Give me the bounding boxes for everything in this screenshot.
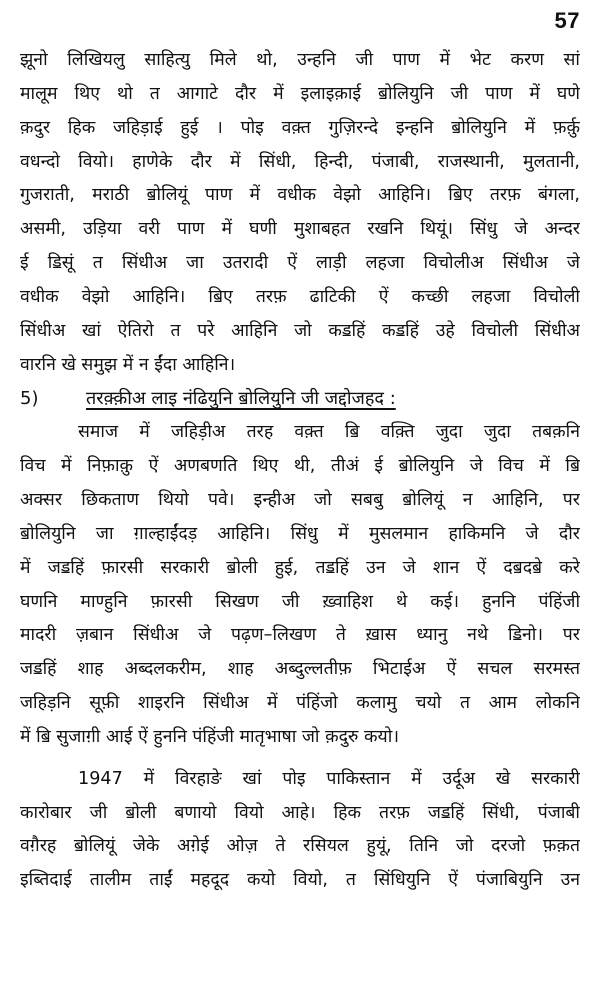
text-line: वधन्दो वियो। हाणेके दौर में सिंधी, हिन्दी, पंजाबी, राजस्थानी, मुलतानी, [20, 151, 580, 172]
text-line: सिंधीअ खां ऐतिरो त परे आहिनि जो कॾहिं कॾहिं उहे विचोली सिंधीअ [20, 320, 580, 341]
text-line: में ॿि सुजाग़ी आई ऐं हुननि पंहिंजी मातृभाषा जो क़दुरु कयो। [20, 726, 399, 747]
text-line: झूनो लिखियलु साहित्यु मिले थो, उन्हनि जी पाण में भेट करण सां [20, 50, 580, 70]
text-line: ई ॾिसूं त सिंधीअ जा उतरादी ऐं लाड़ी लहजा विचोलीअ सिंधीअ जे [20, 253, 580, 274]
text-line: वारनि खे समुझ में न ईंदा आहिनि। [20, 354, 236, 375]
section-heading [20, 382, 580, 416]
text-line: जहिड़नि सूफ़ी शाइरनि सिंधीअ में पंहिंजो कलामु चयो त आम लोकनि [20, 693, 580, 714]
text-line: अक्सर छिकताण थियो पवे। इन्हीअ जो सबबु ॿोलियूं न आहिनि, पर [20, 489, 580, 510]
text-line: विच में निफ़ाक़ु ऐं अणबणति थिए थी, तीअं ई ॿोलियुनि जे विच में ॿि [20, 456, 580, 477]
text-line: गुजराती, मराठी ॿोलियूं पाण में वधीक वेझो आहिनि। ॿिए तरफ़ बंगला, [20, 185, 580, 206]
text-line: में जॾहिं फ़ारसी सरकारी ॿोली हुई, तॾहिं उन जे शान ऐं दॿदॿे करे [20, 557, 580, 578]
text-line: ॿोलियुनि जा ग़ाल्हाईंदड़ आहिनि। सिंधु में मुसलमान हाकिमनि जे दौर [20, 523, 580, 544]
paragraph-3 [20, 763, 580, 898]
section-title: तरक़्क़ीअ लाइ नंढियुनि ॿोलियुनि जी जद्दोजहद : [86, 388, 396, 410]
page-number: 57 [554, 8, 580, 33]
text-line: घणनि माण्हुनि फ़ारसी सिखण जी ख़्वाहिश थे कई। हुननि पंहिंजी [20, 591, 580, 612]
text-line: असमी, उड़िया वरी पाण में घणी मुशाबहत रखनि थियूं। सिंधु जे अन्दर [20, 219, 580, 240]
text-line: क़दुर हिक जहिड़ाई हुई । पोइ वक़्त गुज़िरन्दे इन्हनि ॿोलियुनि में फ़र्क़ु [20, 117, 580, 138]
text-line: वधीक वेझो आहिनि। ॿिए तरफ़ ढाटिकी ऐं कच्छी लहजा विचोली [20, 286, 580, 307]
text-line: 1947 में विरहाङे खां पोइ पाकिस्तान में उर्दूअ खे सरकारी [78, 768, 580, 789]
text-line: मालूम थिए थो त आगाटे दौर में इलाइक़ाई ॿोलियुनि जी पाण में घणे [20, 83, 580, 104]
paragraph-1 [20, 44, 580, 382]
page-body [20, 44, 580, 898]
text-line: समाज में जहिड़ीअ तरह वक़्त ॿि वक़्ति जुदा जुदा तबक़नि [78, 422, 580, 443]
text-line: वग़ैरह ॿोलियूं जेके अग़ेई ओज़ ते रसियल हुयूं, तिनि जो दरजो फ़क़त [20, 836, 580, 857]
text-line: कारोबार जी ॿोली बणायो वियो आहे। हिक तरफ़ जॾहिं सिंधी, पंजाबी [20, 802, 580, 823]
paragraph-2 [20, 416, 580, 754]
text-line: इब्तिदाई तालीम ताईं महदूद कयो वियो, त सिंधियुनि ऐं पंजाबियुनि उन [20, 870, 580, 891]
text-line: जॾहिं शाह अब्दलकरीम, शाह अब्दुल्लतीफ़ भिटाईअ ऐं सचल सरमस्त [20, 659, 580, 680]
text-line: मादरी ज़बान सिंधीअ जे पढ़ण–लिखण ते ख़ास ध्यानु नथे ॾिनो। पर [20, 625, 580, 646]
section-number: 5) [20, 388, 39, 410]
